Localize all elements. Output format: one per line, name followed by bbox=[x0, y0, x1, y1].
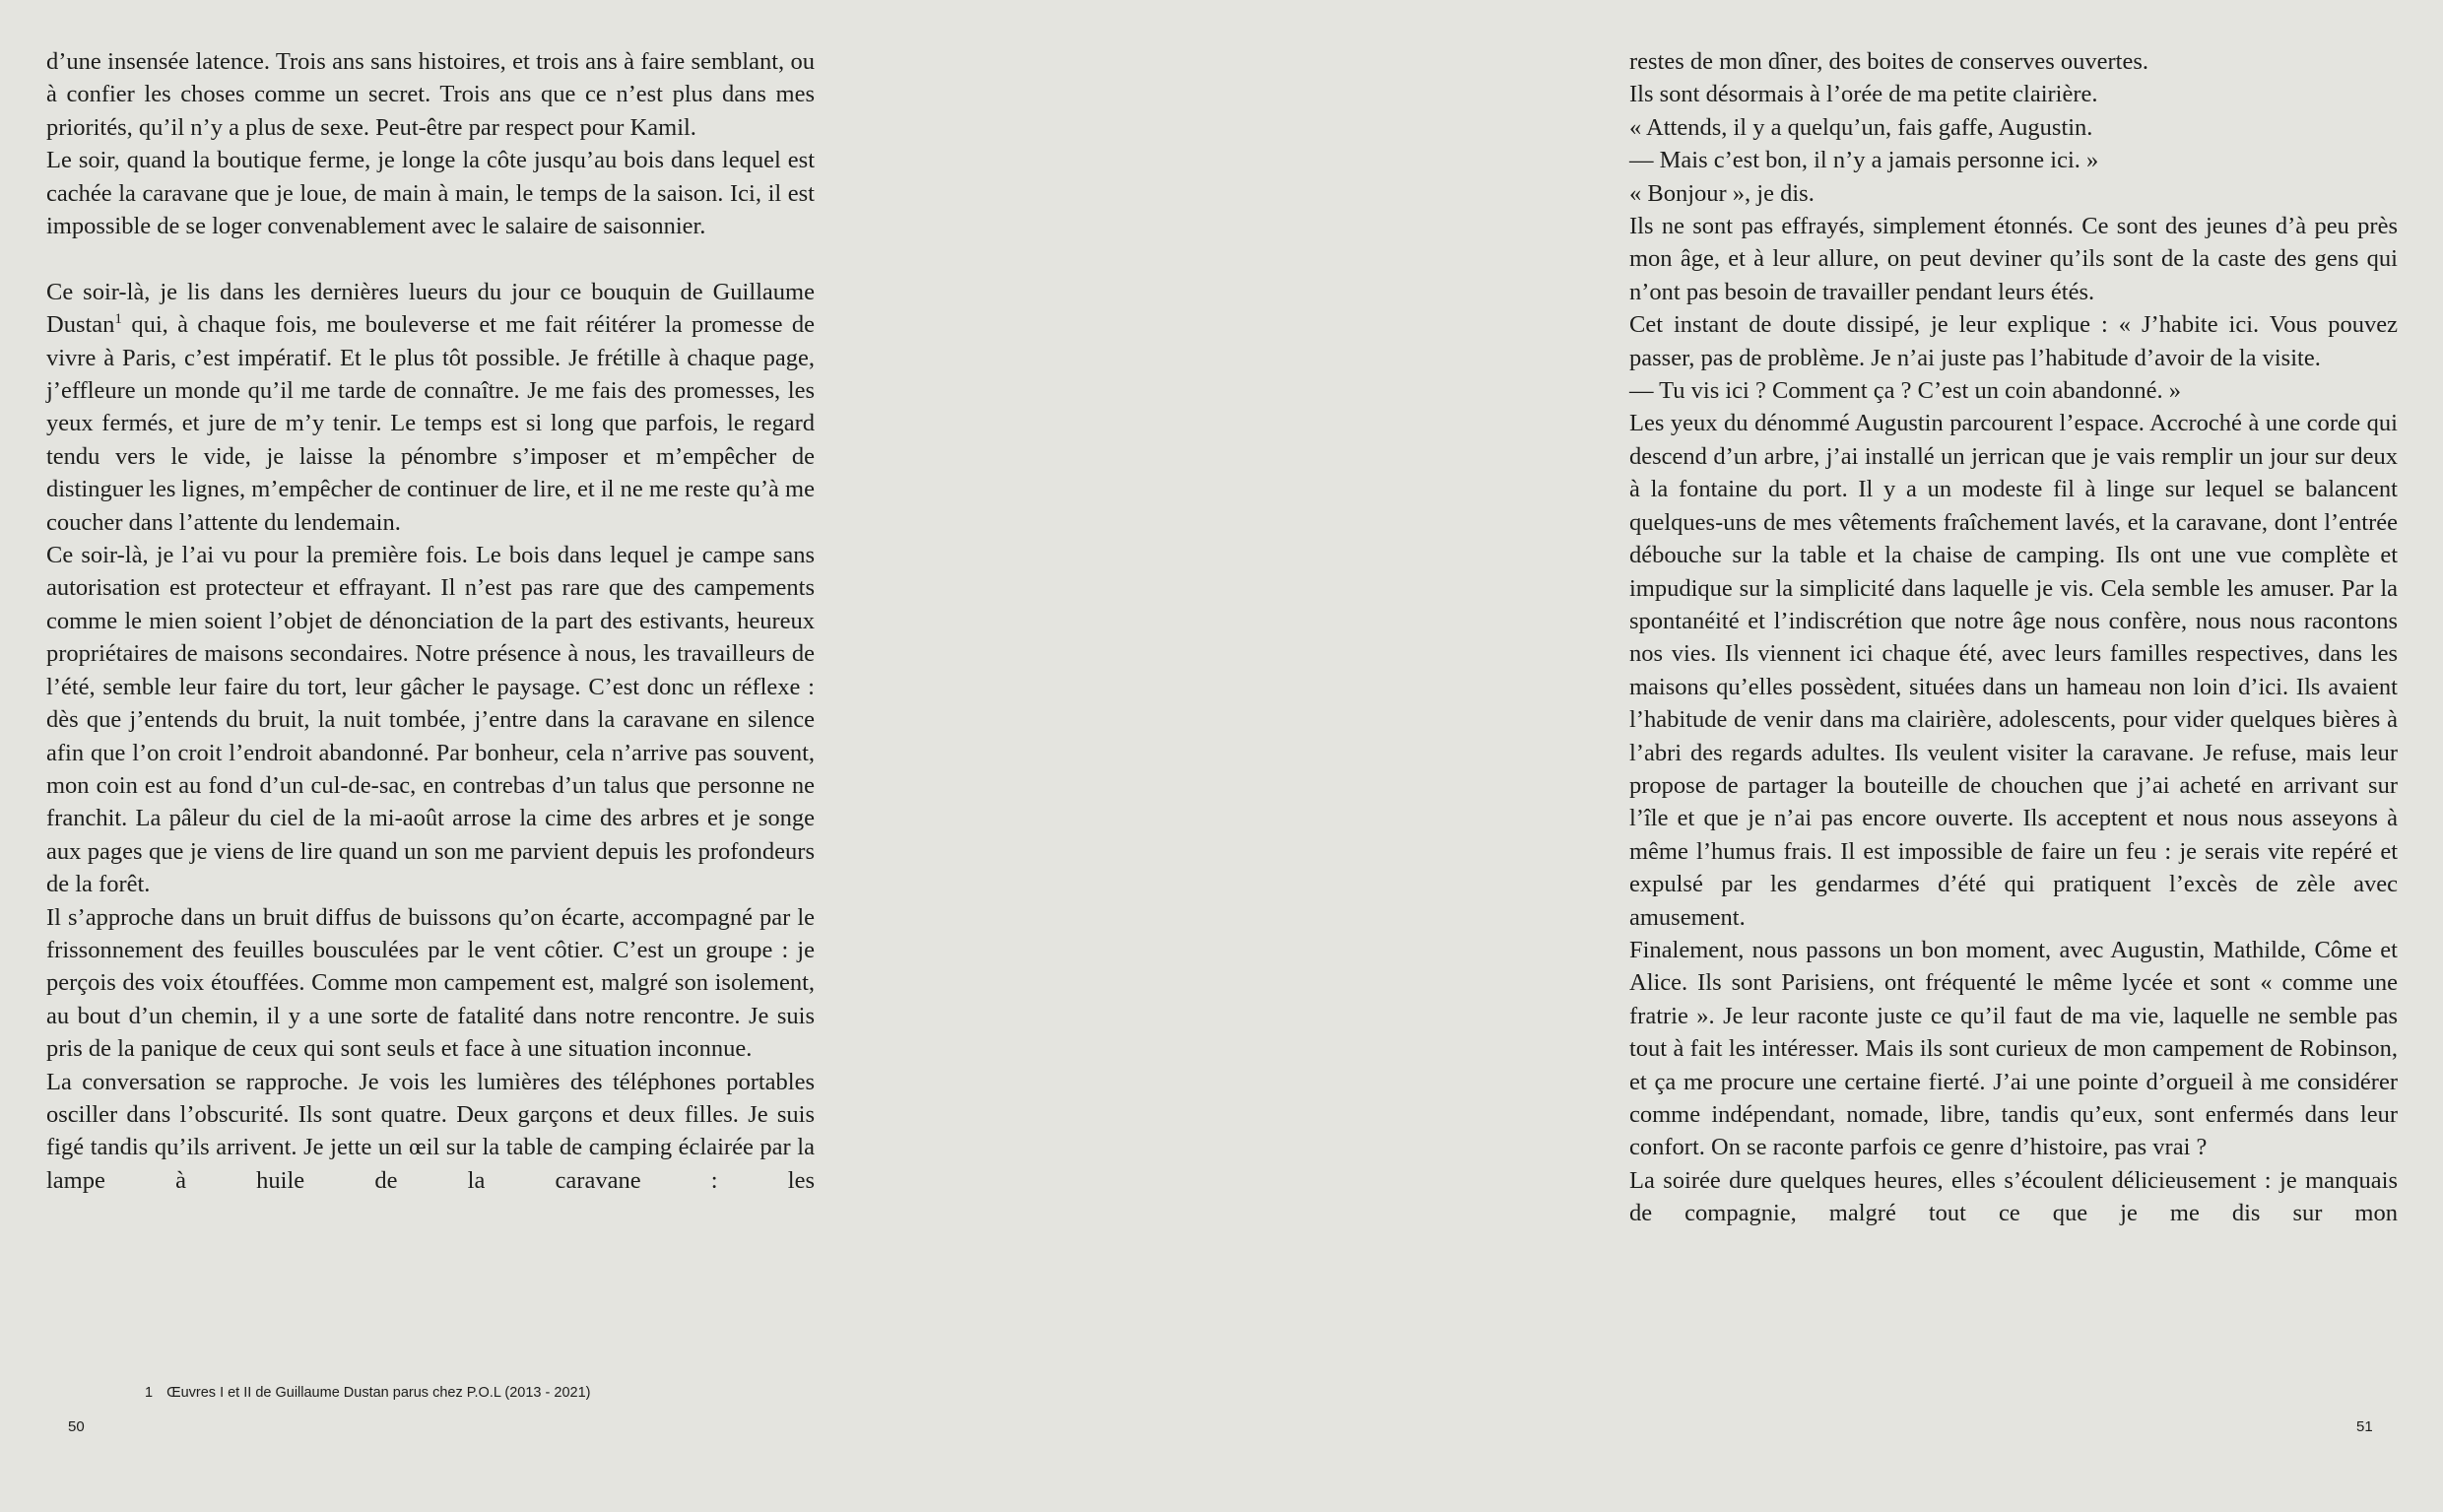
dialogue-line: — Mais c’est bon, il n’y a jamais personne ici. » bbox=[1629, 147, 2099, 174]
dialogue-line: « Bonjour », je dis. bbox=[1629, 179, 1815, 207]
footnote bbox=[145, 1385, 590, 1401]
paragraph: Cet instant de doute dissipé, je leur explique : « J’habite ici. Vous pouvez passer, pas de problème. Je n’ai juste pas l’habitude d’avoir de la visite. bbox=[1629, 311, 2398, 371]
left-page bbox=[46, 45, 815, 1197]
paragraph: Finalement, nous passons un bon moment, avec Augustin, Mathilde, Côme et Alice. Ils sont Parisiens, ont fréquenté le même lycée et sont « comme une fratrie ». Je leur raconte juste ce qu’il faut de ma vie, laquelle ne semble pas tout à fait les intéresser. Mais ils sont curieux de mon campement de Robinson, et ça me procure une certaine fierté. J’ai une pointe d’orgueil à me considérer comme indépendant, nomade, libre, tandis qu’eux, sont enfermés dans leur confort. On se raconte parfois ce genre d’histoire, pas vrai ? bbox=[1629, 936, 2398, 1161]
right-page bbox=[1629, 45, 2398, 1230]
paragraph: La soirée dure quelques heures, elles s’écoulent délicieusement : je manquais de compagnie, malgré tout ce que je me dis sur mon bbox=[1629, 1166, 2398, 1227]
paragraph-text: qui, à chaque fois, me bouleverse et me fait réitérer la promesse de vivre à Paris, c’est impératif. Et le plus tôt possible. Je frétille à chaque page, j’effleure un monde qu’il me tarde de connaître. Je me fais des promesses, les yeux fermés, et jure de m’y tenir. Le temps est si long que parfois, le regard tendu vers le vide, je laisse la pénombre s’imposer et m’empêcher de distinguer les lignes, m’empêcher de continuer de lire, et il ne me reste qu’à me coucher dans l’attente du lendemain. bbox=[46, 311, 816, 536]
paragraph-text: Ce soir-là, je lis dans les dernières lueurs du jour ce bouquin de Guillaume Dustan bbox=[46, 278, 815, 339]
paragraph: Le soir, quand la boutique ferme, je longe la côte jusqu’au bois dans lequel est cachée la caravane que je loue, de main à main, le temps de la saison. Ici, il est impossible de se loger convenablement avec le salaire de saisonnier. bbox=[46, 147, 815, 240]
paragraph: Ils ne sont pas effrayés, simplement étonnés. Ce sont des jeunes d’à peu près mon âge, et à leur allure, on peut deviner qu’ils sont de la caste des gens qui n’ont pas besoin de travailler pendant leurs étés. bbox=[1629, 213, 2398, 305]
paragraph: Il s’approche dans un bruit diffus de buissons qu’on écarte, accompagné par le frissonnement des feuilles bousculées par le vent côtier. C’est un groupe : je perçois des voix étouffées. Comme mon campement est, malgré son isolement, au bout d’un chemin, il y a une sorte de fatalité dans notre rencontre. Je suis pris de la panique de ceux qui sont seuls et face à une situation inconnue. bbox=[46, 903, 815, 1063]
page-number-right: 51 bbox=[2356, 1418, 2373, 1435]
paragraph-break bbox=[46, 242, 815, 275]
page-number-left: 50 bbox=[68, 1418, 85, 1435]
footnote-number: 1 bbox=[145, 1385, 154, 1401]
paragraph: Ils sont désormais à l’orée de ma petite clairière. bbox=[1629, 81, 2098, 108]
paragraph bbox=[46, 276, 815, 539]
paragraph: Les yeux du dénommé Augustin parcourent l’espace. Accroché à une corde qui descend d’un arbre, j’ai installé un jerrican que je vais remplir un jour sur deux à la fontaine du port. Il y a un modeste fil à linge sur lequel se balancent quelques-uns de mes vêtements fraîchement lavés, et la caravane, dont l’entrée débouche sur la table et la chaise de camping. Ils ont une vue complète et impudique sur la simplicité dans laquelle je vis. Cela semble les amuser. Par la spontanéité et l’indiscrétion que notre âge nous confère, nous nous racontons nos vies. Ils viennent ici chaque été, avec leurs familles respectives, dans les maisons qu’elles possèdent, situées dans un hameau non loin d’ici. Ils avaient l’habitude de venir dans ma clairière, adolescents, pour vider quelques bières à l’abri des regards adultes. Ils veulent visiter la caravane. Je refuse, mais leur propose de partager la bouteille de chouchen que j’ai acheté en arrivant sur l’île et que je n’ai pas encore ouverte. Ils acceptent et nous nous asseyons à même l’humus frais. Il est impossible de faire un feu : je serais vite repéré et expulsé par les gendarmes d’été qui pratiquent l’excès de zèle avec amusement. bbox=[1629, 410, 2398, 931]
footnote-text: Œuvres I et II de Guillaume Dustan parus chez P.O.L (2013 - 2021) bbox=[166, 1385, 591, 1401]
paragraph: Ce soir-là, je l’ai vu pour la première fois. Le bois dans lequel je campe sans autorisation est protecteur et effrayant. Il n’est pas rare que des campements comme le mien soient l’objet de dénonciation de la part des estivants, heureux propriétaires de maisons secondaires. Notre présence à nous, les travailleurs de l’été, semble leur faire du tort, leur gâcher le paysage. C’est donc un réflexe : dès que j’entends du bruit, la nuit tombée, j’entre dans la caravane en silence afin que l’on croit l’endroit abandonné. Par bonheur, cela n’arrive pas souvent, mon coin est au fond d’un cul-de-sac, en contrebas d’un talus que personne ne franchit. La pâleur du ciel de la mi-août arrose la cime des arbres et je songe aux pages que je viens de lire quand un son me parvient depuis les profondeurs de la forêt. bbox=[46, 542, 815, 898]
dialogue-line: — Tu vis ici ? Comment ça ? C’est un coin abandonné. » bbox=[1629, 377, 2182, 405]
dialogue-line: « Attends, il y a quelqu’un, fais gaffe, Augustin. bbox=[1629, 113, 2093, 141]
footnote-marker: 1 bbox=[114, 311, 122, 328]
paragraph: La conversation se rapproche. Je vois les lumières des téléphones portables osciller dans l’obscurité. Ils sont quatre. Deux garçons et deux filles. Je suis figé tandis qu’ils arrivent. Je jette un œil sur la table de camping éclairée par la lampe à huile de la caravane : les bbox=[46, 1068, 815, 1194]
paragraph: d’une insensée latence. Trois ans sans histoires, et trois ans à faire semblant, ou à confier les choses comme un secret. Trois ans que ce n’est plus dans mes priorités, qu’il n’y a plus de sexe. Peut-être par respect pour Kamil. bbox=[46, 48, 815, 141]
paragraph: restes de mon dîner, des boites de conserves ouvertes. bbox=[1629, 48, 2148, 75]
